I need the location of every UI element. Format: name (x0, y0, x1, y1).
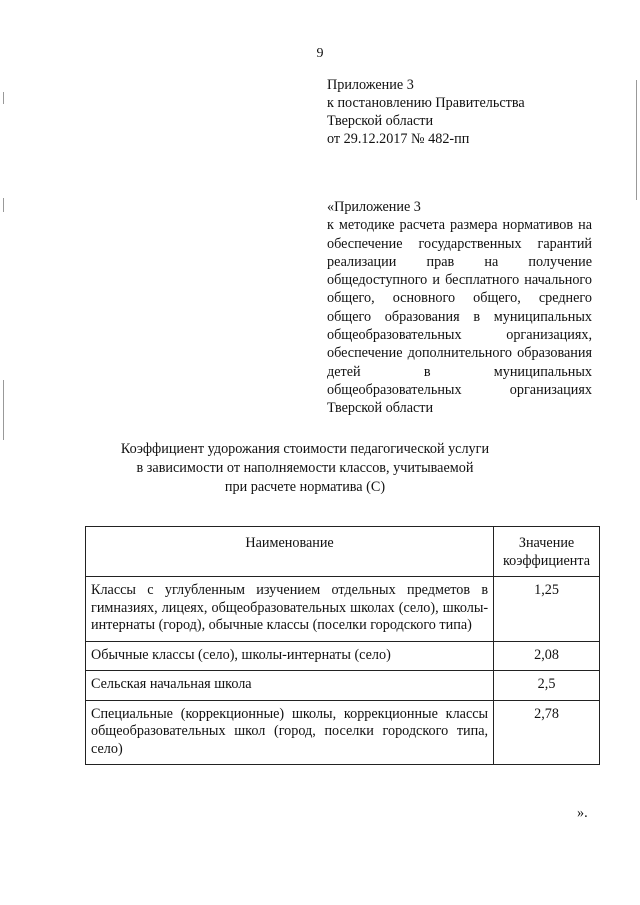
table-row (86, 641, 600, 671)
header-value (494, 527, 600, 577)
appendix-header-line: к постановлению Правительства (327, 95, 525, 111)
method-appendix-title: «Приложение 3 (327, 199, 421, 215)
closing-quote-mark: ». (577, 805, 588, 821)
appendix-header-line: Тверской области (327, 113, 434, 129)
header-value-line: коэффициента (502, 552, 591, 569)
table-title-line: Коэффициент удорожания стоимости педагогической услуги (120, 441, 490, 457)
table-header-row (86, 527, 600, 577)
table-title-line: в зависимости от наполняемости классов, учитываемой (136, 460, 474, 476)
appendix-header (327, 76, 525, 148)
row-name: Сельская начальная школа (86, 671, 494, 701)
scan-edge-mark (3, 380, 4, 440)
coefficient-table (85, 526, 600, 765)
method-appendix-block (327, 198, 592, 418)
row-name: Специальные (коррекционные) школы, коррекционные классы общеобразовательных школ (город, поселки городского типа, село) (86, 700, 494, 765)
table-row (86, 671, 600, 701)
row-value: 2,5 (494, 671, 600, 701)
scan-edge-mark (636, 80, 637, 200)
row-name: Обычные классы (село), школы-интернаты (село) (86, 641, 494, 671)
method-appendix-text: к методике расчета размера нормативов на обеспечение государственных гарантий реализации прав на получение общедоступного и бесплатного начального общего, основного общего, среднего общего образования в муниципальных общеобразовательных организациях, обеспечение дополнительного образования детей в муниципальных общеобразовательных организациях Тверской области (327, 217, 592, 417)
header-value-line: Значение (518, 535, 575, 551)
page-number: 9 (316, 46, 324, 61)
scan-edge-mark (3, 92, 4, 104)
header-name: Наименование (86, 527, 494, 577)
table-row (86, 700, 600, 765)
appendix-header-line: от 29.12.2017 № 482-пп (327, 131, 470, 147)
scan-edge-mark (3, 198, 4, 212)
table-title-line: при расчете норматива (С) (224, 479, 386, 495)
table-title (80, 440, 530, 497)
row-value: 2,08 (494, 641, 600, 671)
row-value: 2,78 (494, 700, 600, 765)
table-row (86, 577, 600, 642)
row-name: Классы с углубленным изучением отдельных предметов в гимназиях, лицеях, общеобразовательных школах (село), школы-интернаты (город), обычные классы (поселки городского типа) (86, 577, 494, 642)
appendix-header-line: Приложение 3 (327, 77, 414, 93)
row-value: 1,25 (494, 577, 600, 642)
